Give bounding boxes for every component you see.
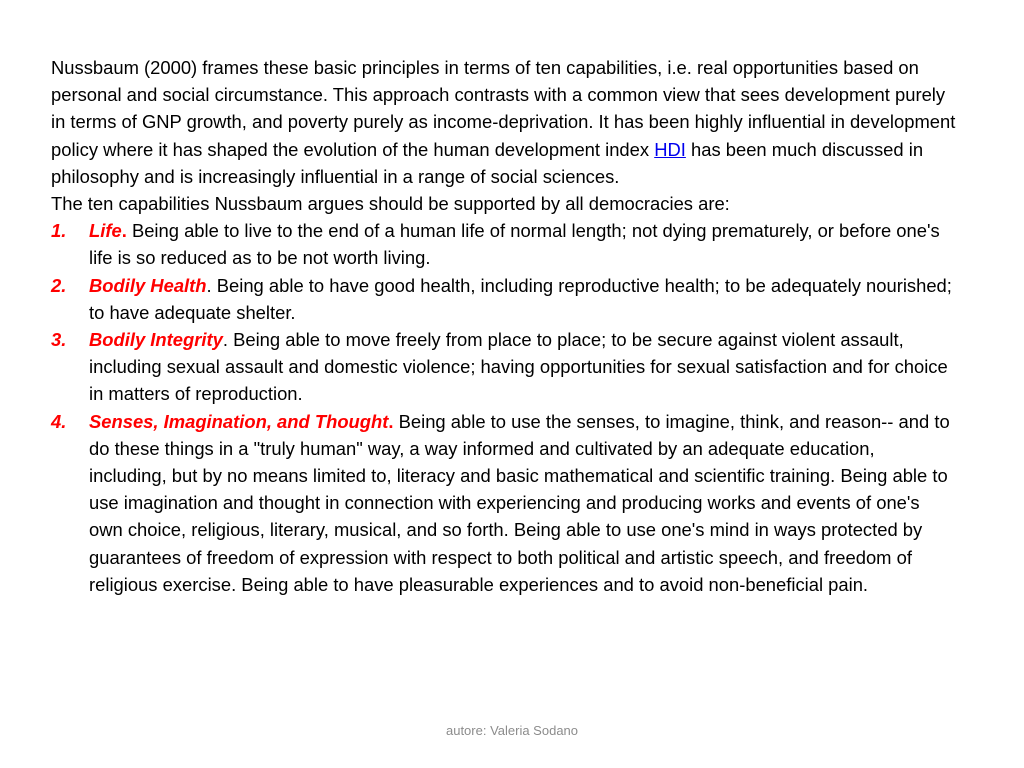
capability-text: Being able to use the senses, to imagine, think, and reason-- and to do these things in a "truly human" way, a way informed and cultivated by an adequate education, including, but by no means limited to, literacy and basic mathematical and scientific training. Being able to use imagination and thought in connection with experiencing and producing works and events of one's own choice, religious, literary, musical, and so forth. Being able to use one's mind in ways protected by guarantees of freedom of expression with respect to both political and artistic speech, and freedom of religious exercise. Being able to have pleasurable experiences and to avoid non-beneficial pain. — [89, 410, 950, 595]
capability-number: 2. — [51, 274, 67, 296]
capability-item-senses-imagination-thought — [51, 408, 956, 598]
capability-item-bodily-health — [51, 272, 956, 326]
capability-item-bodily-integrity — [51, 326, 956, 408]
slide-body — [51, 54, 956, 598]
capability-title-punct: . — [206, 274, 212, 296]
capability-number: 4. — [51, 410, 67, 432]
capability-title-punct: . — [222, 329, 228, 351]
intro-paragraph — [51, 54, 956, 190]
capability-item-life — [51, 217, 956, 271]
lead-in-paragraph: The ten capabilities Nussbaum argues should be supported by all democracies are: — [51, 193, 730, 215]
capability-title: Bodily Integrity — [89, 329, 223, 351]
capability-text: Being able to live to the end of a human life of normal length; not dying prematurely, or before one's life is so reduced as to be not worth living. — [89, 220, 940, 269]
capability-title: Bodily Health — [89, 274, 207, 296]
capability-title: Life — [89, 220, 122, 242]
footer-author: autore: Valeria Sodano — [445, 723, 579, 738]
capability-title: Senses, Imagination, and Thought — [89, 410, 389, 432]
capability-number: 1. — [51, 220, 67, 242]
intro-text-after-link: has been much discussed in philosophy and is increasingly influential in a range of social sciences. — [51, 138, 924, 187]
capability-number: 3. — [51, 329, 67, 351]
hdi-link[interactable]: HDI — [654, 138, 686, 160]
capability-title-punct: . — [388, 410, 394, 432]
capability-text: Being able to have good health, including reproductive health; to be adequately nourished; to have adequate shelter. — [89, 274, 952, 323]
capability-title-punct: . — [121, 220, 127, 242]
capabilities-list — [51, 217, 956, 598]
capability-text: Being able to move freely from place to place; to be secure against violent assault, including sexual assault and domestic violence; having opportunities for sexual satisfaction and for choice in matters of reproduction. — [89, 329, 948, 405]
intro-text-before-link: Nussbaum (2000) frames these basic principles in terms of ten capabilities, i.e. real opportunities based on personal and social circumstance. This approach contrasts with a common view that sees development purely in terms of GNP growth, and poverty purely as income-deprivation. It has been highly influential in development policy where it has shaped the evolution of the human development index — [51, 57, 956, 160]
